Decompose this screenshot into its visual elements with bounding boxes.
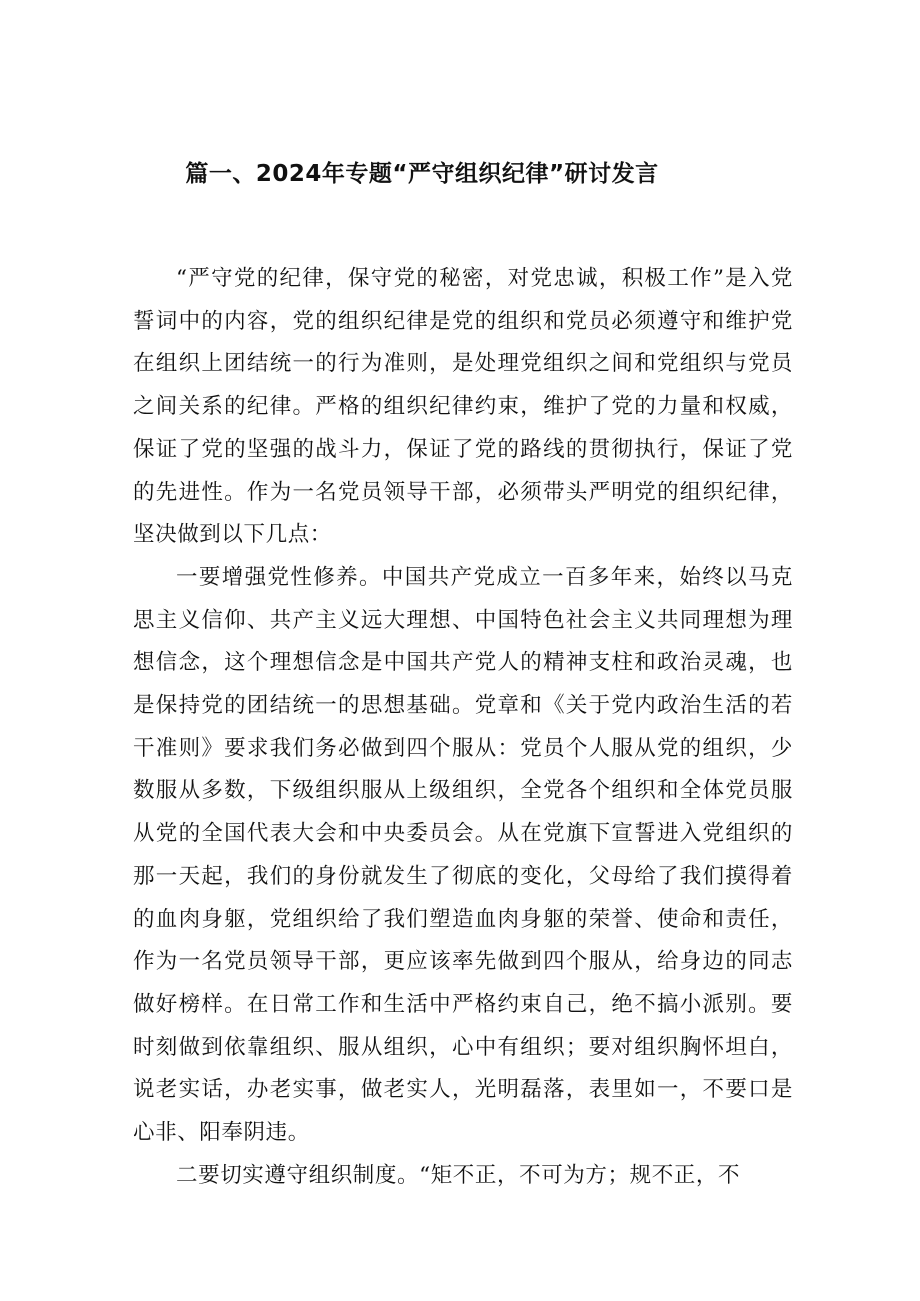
paragraph-point-two: 二要切实遵守组织制度。“矩不正，不可为方；规不正，不 [176, 1162, 741, 1188]
document-title: 篇一、2024年专题“严守组织纪律”研讨发言 [185, 161, 659, 187]
paragraph-intro: “严守党的纪律，保守党的秘密，对党忠诚，积极工作”是入党誓词中的内容，党的组织纪律是党的组织和党员必须遵守和维护党在组织上团结统一的行为准则，是处理党组织之间和党组织与党员之间关系的纪律。严格的组织纪律约束，维护了党的力量和权威，保证了党的坚强的战斗力，保证了党的路线的贯彻执行，保证了党的先进性。作为一名党员领导干部，必须带头严明党的组织纪律，坚决做到以下几点： [133, 266, 793, 548]
paragraph-point-one: 一要增强党性修养。中国共产党成立一百多年来，始终以马克思主义信仰、共产主义远大理想、中国特色社会主义共同理想为理想信念，这个理想信念是中国共产党人的精神支柱和政治灵魂，也是保持党的团结统一的思想基础。党章和《关于党内政治生活的若干准则》要求我们务必做到四个服从：党员个人服从党的组织，少数服从多数，下级组织服从上级组织，全党各个组织和全体党员服从党的全国代表大会和中央委员会。从在党旗下宣誓进入党组织的那一天起，我们的身份就发生了彻底的变化，父母给了我们摸得着的血肉身躯，党组织给了我们塑造血肉身躯的荣誉、使命和责任，作为一名党员领导干部，更应该率先做到四个服从，给身边的同志做好榜样。在日常工作和生活中严格约束自己，绝不搞小派别。要时刻做到依靠组织、服从组织，心中有组织；要对组织胸怀坦白，说老实话，办老实事，做老实人，光明磊落，表里如一，不要口是心非、阳奉阴违。 [133, 564, 793, 1146]
document-body [133, 258, 793, 1197]
